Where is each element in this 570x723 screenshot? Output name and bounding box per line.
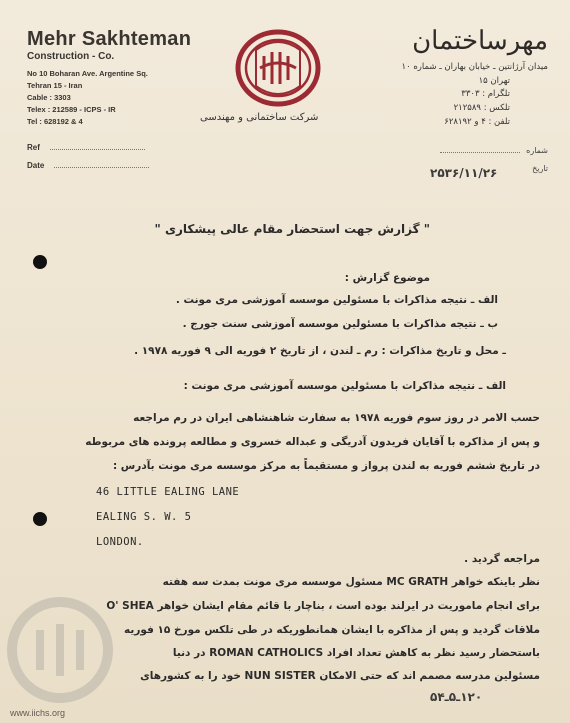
telex-line-fa: تلکس : ۲۱۲۵۸۹ [453,103,510,113]
number-label-fa: شماره [440,146,548,155]
paragraph-line: ملاقات گردید و پس از مذاکره با ایشان همانطوریکه در طی تلکس مورخ ۱۵ فوریه [124,624,540,636]
ref-label: Ref [27,143,40,152]
ref-field [27,143,145,152]
address-line-en: No 10 Boharan Ave. Argentine Sq. [27,69,148,78]
website-label: www.iichs.org [10,708,66,718]
brand-name-fa: مهرساختمان [412,26,548,56]
telegram-line-fa: تلگرام : ۳۳۰۳ [461,89,510,99]
subject-item-b: ب ـ نتیجه مذاکرات با مسئولین موسسه آموزشی سنت جورج . [182,318,498,330]
paragraph-line: مسئولین مدرسه مصمم اند که حتی الامکان NUN SISTER خود را به کشورهای [140,670,540,682]
archive-number: ۱۲۰ـ۵ـ۵۴ [430,690,483,704]
paragraph-line: در تاریخ ششم فوریه به لندن پرواز و مستقیماً به مرکز موسسه مری مونت بآدرس : [112,460,540,472]
paragraph-line: و پس از مذاکره با آقایان فریدون آدریگی و عبداله خسروی و مطالعه پرونده های مربوطه [85,436,540,448]
company-logo-icon [234,28,322,108]
subject-item-place-date: ـ محل و تاریخ مذاکرات : رم ـ لندن ، از تاریخ ۲ فوریه الی ۹ فوریه ۱۹۷۸ . [134,345,506,357]
subject-label: موضوع گزارش : [344,272,430,284]
paragraph-line: نظر باینکه خواهر MC GRATH مسئول موسسه مری مونت بمدت سه هفته [162,576,540,588]
report-title: " گزارش جهت استحضار مقام عالی پیشکاری " [154,222,430,236]
archive-watermark-icon [0,590,120,710]
company-name-fa: شرکت ساختمانی و مهندسی [200,112,319,123]
date-field [27,161,149,170]
date-label: Date [27,161,45,170]
date-value: ۲۵۳۶/۱۱/۲۶ [430,166,498,180]
date-label-fa: تاریخ [532,164,548,173]
paragraph-line: برای انجام ماموریت در ایرلند بوده است ، بناچار با قائم مقام ایشان خواهر O' SHEA [106,600,540,612]
tel-line-en: Tel : 628192 & 4 [27,117,83,126]
paragraph-line: حسب الامر در روز سوم فوریه ۱۹۷۸ به سفارت شاهنشاهی ایران در رم مراجعه [133,412,540,424]
telex-line-en: Telex : 212589 - ICPS - IR [27,105,116,114]
subject-item-a: الف ـ نتیجه مذاکرات با مسئولین موسسه آموزشی مری مونت . [175,294,498,306]
address-line: 46 LITTLE EALING LANE [96,486,240,498]
address-line-en: Tehran 15 - Iran [27,81,83,90]
brand-name-en: Mehr Sakhteman [27,28,192,50]
address-line-fa: میدان آرژانتین ـ خیابان بهاران ـ شماره ۱۰ [401,62,548,72]
paragraph-line: باستحضار رسید نظر به کاهش تعداد افراد ROMAN CATHOLICS در دنیا [172,647,540,659]
brand-subtitle-en: Construction - Co. [27,51,115,62]
phone-line-fa: تلفن : ۴ و ۶۲۸۱۹۲ [444,117,510,127]
referred-line: مراجعه گردید . [464,553,540,565]
address-line: EALING S. W. 5 [96,511,192,523]
punch-hole-top [33,255,47,269]
section-a-heading: الف ـ نتیجه مذاکرات با مسئولین موسسه آموزشی مری مونت : [183,380,506,392]
cable-line-en: Cable : 3303 [27,93,71,102]
address-line: LONDON. [96,536,144,548]
city-line-fa: تهران ۱۵ [478,76,510,86]
punch-hole-bottom [33,512,47,526]
